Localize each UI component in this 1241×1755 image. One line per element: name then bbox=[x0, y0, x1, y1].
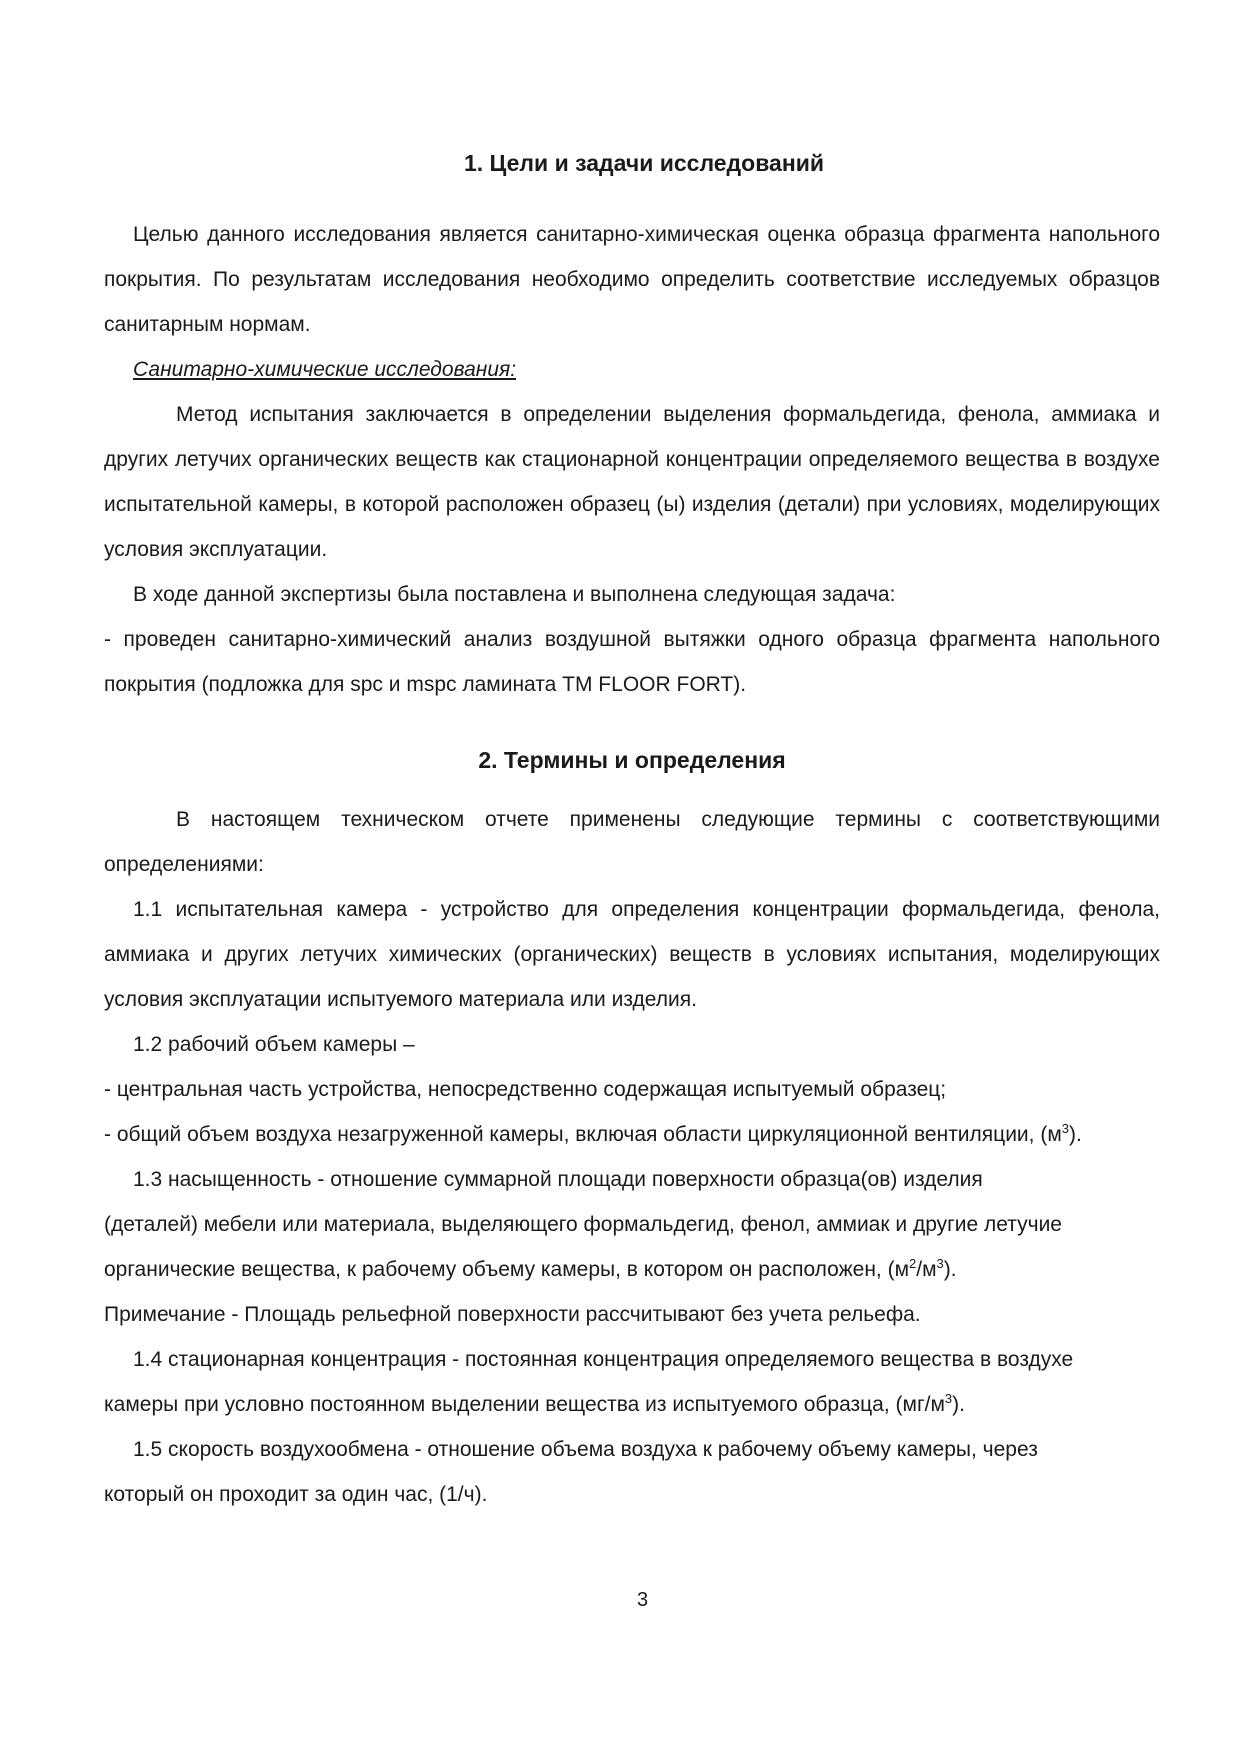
page-number: 3 bbox=[636, 1589, 649, 1611]
superscript: 3 bbox=[936, 1256, 944, 1271]
term-1-3-line-2: (деталей) мебели или материала, выделяющего формальдегид, фенол, аммиак и другие летучие bbox=[104, 1213, 1062, 1236]
term-1-2-item-b-end: ). bbox=[1069, 1123, 1082, 1146]
term-1-3-line-3 bbox=[104, 1247, 1160, 1292]
section-1-title: 1. Цели и задачи исследований bbox=[463, 150, 824, 176]
term-1-1-test-chamber: 1.1 испытательная камера - устройство для определения концентрации формальдегида, фенола, аммиака и других летучих химических (органических) веществ в условиях испытания, моделирующих условия эксплуатации испытуемого материала или изделия. bbox=[104, 898, 1160, 1011]
superscript: 3 bbox=[1061, 1121, 1069, 1136]
superscript: 3 bbox=[944, 1391, 953, 1406]
term-1-4-line-2-text: камеры при условно постоянном выделении вещества из испытуемого образца, (мг/м bbox=[104, 1393, 945, 1416]
term-1-3-line-3-end: ). bbox=[943, 1258, 957, 1281]
term-1-4-line-2-end: ). bbox=[952, 1393, 965, 1416]
term-1-3-line-1: 1.3 насыщенность - отношение суммарной площади поверхности образца(ов) изделия bbox=[133, 1168, 983, 1191]
term-1-5-line-2: который он проходит за один час, (1/ч). bbox=[104, 1483, 488, 1506]
section-1-paragraph-task: В ходе данной экспертизы была поставлена и выполнена следующая задача: bbox=[133, 583, 896, 606]
term-1-4-line-1: 1.4 стационарная концентрация - постоянная концентрация определяемого вещества в воздухе bbox=[133, 1348, 1074, 1371]
term-1-2-item-b bbox=[104, 1112, 1160, 1157]
section-1-paragraph-method: Метод испытания заключается в определении выделения формальдегида, фенола, аммиака и других летучих органических веществ как стационарной концентрации определяемого вещества в воздухе испытательной камеры, в которой расположен образец (ы) изделия (детали) при условиях, моделирующих условия эксплуатации. bbox=[104, 403, 1160, 561]
term-1-3-line-3-text: органические вещества, к рабочему объему камеры, в котором он расположен, (м bbox=[104, 1258, 910, 1281]
section-2-title: 2. Термины и определения bbox=[478, 747, 786, 773]
term-1-4-line-2 bbox=[104, 1382, 1160, 1427]
term-1-2-item-b-text: - общий объем воздуха незагруженной камеры, включая области циркуляционной вентиляции, (м bbox=[104, 1123, 1062, 1146]
term-1-3-line-3-mid: /м bbox=[916, 1258, 937, 1281]
section-2-intro: В настоящем техническом отчете применены следующие термины с соответствующими определениями: bbox=[104, 808, 1160, 876]
superscript: 2 bbox=[909, 1256, 917, 1271]
section-1-paragraph-purpose: Целью данного исследования является санитарно-химическая оценка образца фрагмента напольного покрытия. По результатам исследования необходимо определить соответствие исследуемых образцов санитарным нормам. bbox=[104, 223, 1160, 336]
term-1-5-line-1: 1.5 скорость воздухообмена - отношение объема воздуха к рабочему объему камеры, через bbox=[133, 1438, 1038, 1461]
term-1-2-item-a: - центральная часть устройства, непосредственно содержащая испытуемый образец; bbox=[104, 1078, 947, 1101]
section-1-paragraph-analysis: - проведен санитарно-химический анализ воздушной вытяжки одного образца фрагмента напольного покрытия (подложка для spc и mspc ламината TM FLOOR FORT). bbox=[104, 628, 1160, 696]
note-relief-surface: Примечание - Площадь рельефной поверхности рассчитывают без учета рельефа. bbox=[104, 1303, 921, 1326]
term-1-2-working-volume: 1.2 рабочий объем камеры – bbox=[133, 1033, 415, 1056]
page-content bbox=[104, 148, 1160, 1517]
subheading-sanitary-chemical: Санитарно-химические исследования: bbox=[133, 358, 517, 381]
